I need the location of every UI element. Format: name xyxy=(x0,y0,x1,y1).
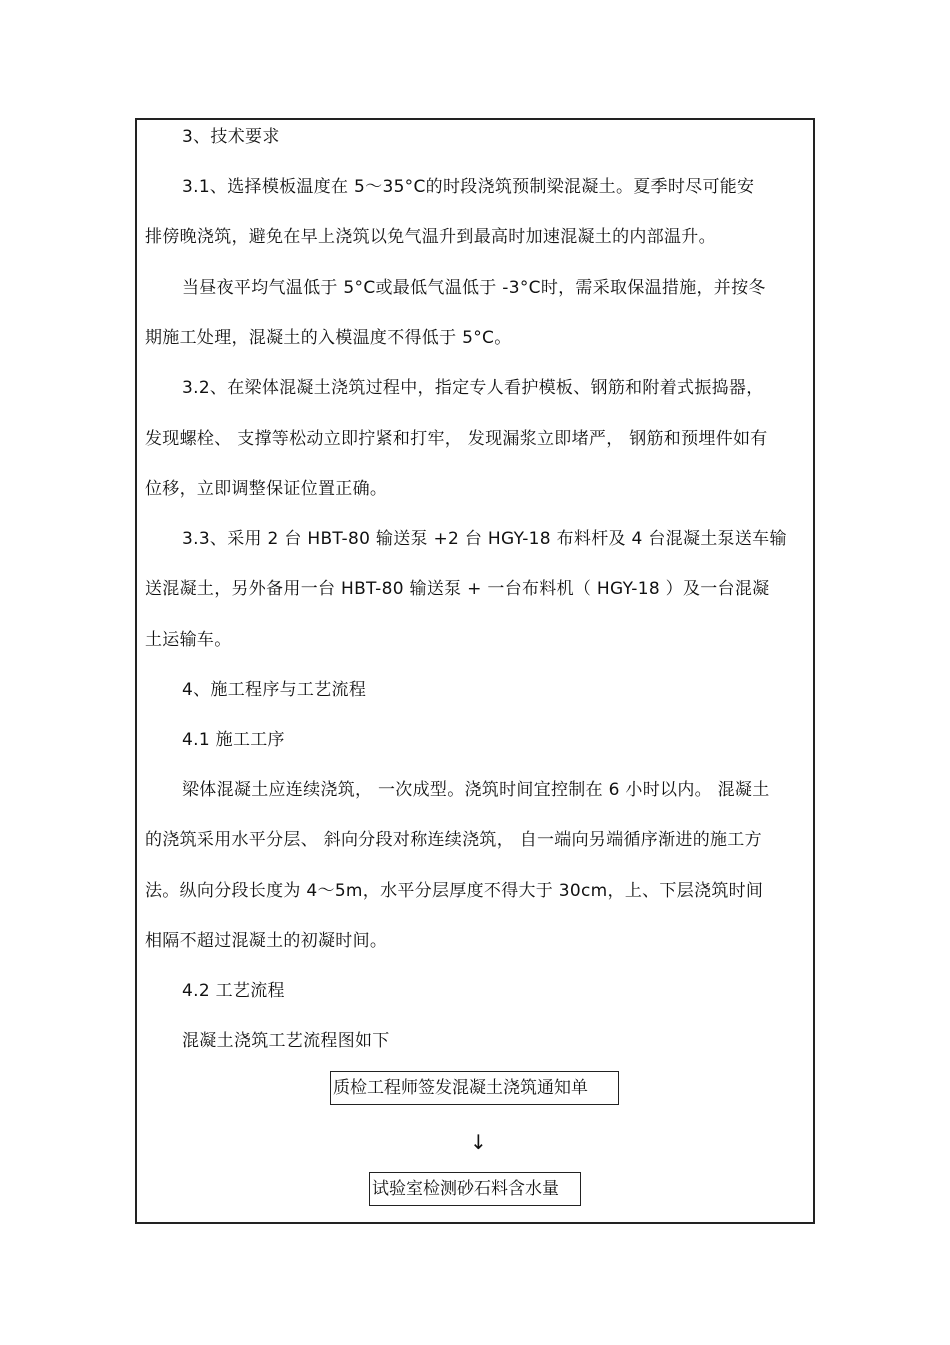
paragraph-4-1-line-1: 梁体混凝土应连续浇筑， 一次成型。浇筑时间宜控制在 6 小时以内。 混凝土 xyxy=(182,780,770,800)
paragraph-4-1-line-2: 的浇筑采用水平分层、 斜向分段对称连续浇筑， 自一端向另端循序渐进的施工方 xyxy=(145,830,762,850)
paragraph-3-2-line-1: 3.2、在梁体混凝土浇筑过程中，指定专人看护模板、钢筋和附着式振捣器， xyxy=(182,378,764,398)
subsection-4-2-heading: 4.2 工艺流程 xyxy=(182,981,285,1001)
paragraph-3-3-line-1: 3.3、采用 2 台 HBT-80 输送泵 +2 台 HGY-18 布料杆及 4 台混凝土泵送车输 xyxy=(182,529,787,549)
paragraph-4-1-line-4: 相隔不超过混凝土的初凝时间。 xyxy=(145,931,388,951)
paragraph-3-2-line-2: 发现螺栓、 支撑等松动立即拧紧和打牢， 发现漏浆立即堵严， 钢筋和预埋件如有 xyxy=(145,429,768,449)
paragraph-3-1-line-2: 排傍晚浇筑，避免在早上浇筑以免气温升到最高时加速混凝土的内部温升。 xyxy=(145,227,716,247)
flow-step-notice-box xyxy=(330,1071,619,1105)
paragraph-3-2-line-3: 位移，立即调整保证位置正确。 xyxy=(145,479,388,499)
flow-step-moisture-test-box xyxy=(369,1172,581,1206)
flow-down-arrow-icon: ↓ xyxy=(470,1130,487,1154)
paragraph-3-3-line-2: 送混凝土，另外备用一台 HBT-80 输送泵 + 一台布料机（ HGY-18 ）及一台混凝 xyxy=(145,579,770,599)
paragraph-3-1-line-1: 3.1、选择模板温度在 5～35°C的时段浇筑预制梁混凝土。夏季时尽可能安 xyxy=(182,177,755,197)
flow-step-moisture-test-label: 试验室检测砂石料含水量 xyxy=(372,1179,559,1199)
subsection-4-1-heading: 4.1 施工工序 xyxy=(182,730,285,750)
paragraph-temperature-line-1: 当昼夜平均气温低于 5°C或最低气温低于 -3°C时，需采取保温措施，并按冬 xyxy=(182,278,766,298)
paragraph-3-3-line-3: 土运输车。 xyxy=(145,630,232,650)
flowchart-intro: 混凝土浇筑工艺流程图如下 xyxy=(182,1031,390,1051)
section-4-heading: 4、施工程序与工艺流程 xyxy=(182,680,367,700)
paragraph-4-1-line-3: 法。纵向分段长度为 4～5m，水平分层厚度不得大于 30cm，上、下层浇筑时间 xyxy=(145,881,764,901)
paragraph-temperature-line-2: 期施工处理，混凝土的入模温度不得低于 5°C。 xyxy=(145,328,512,348)
flow-step-notice-label: 质检工程师签发混凝土浇筑通知单 xyxy=(333,1078,588,1098)
section-3-heading: 3、技术要求 xyxy=(182,127,280,147)
